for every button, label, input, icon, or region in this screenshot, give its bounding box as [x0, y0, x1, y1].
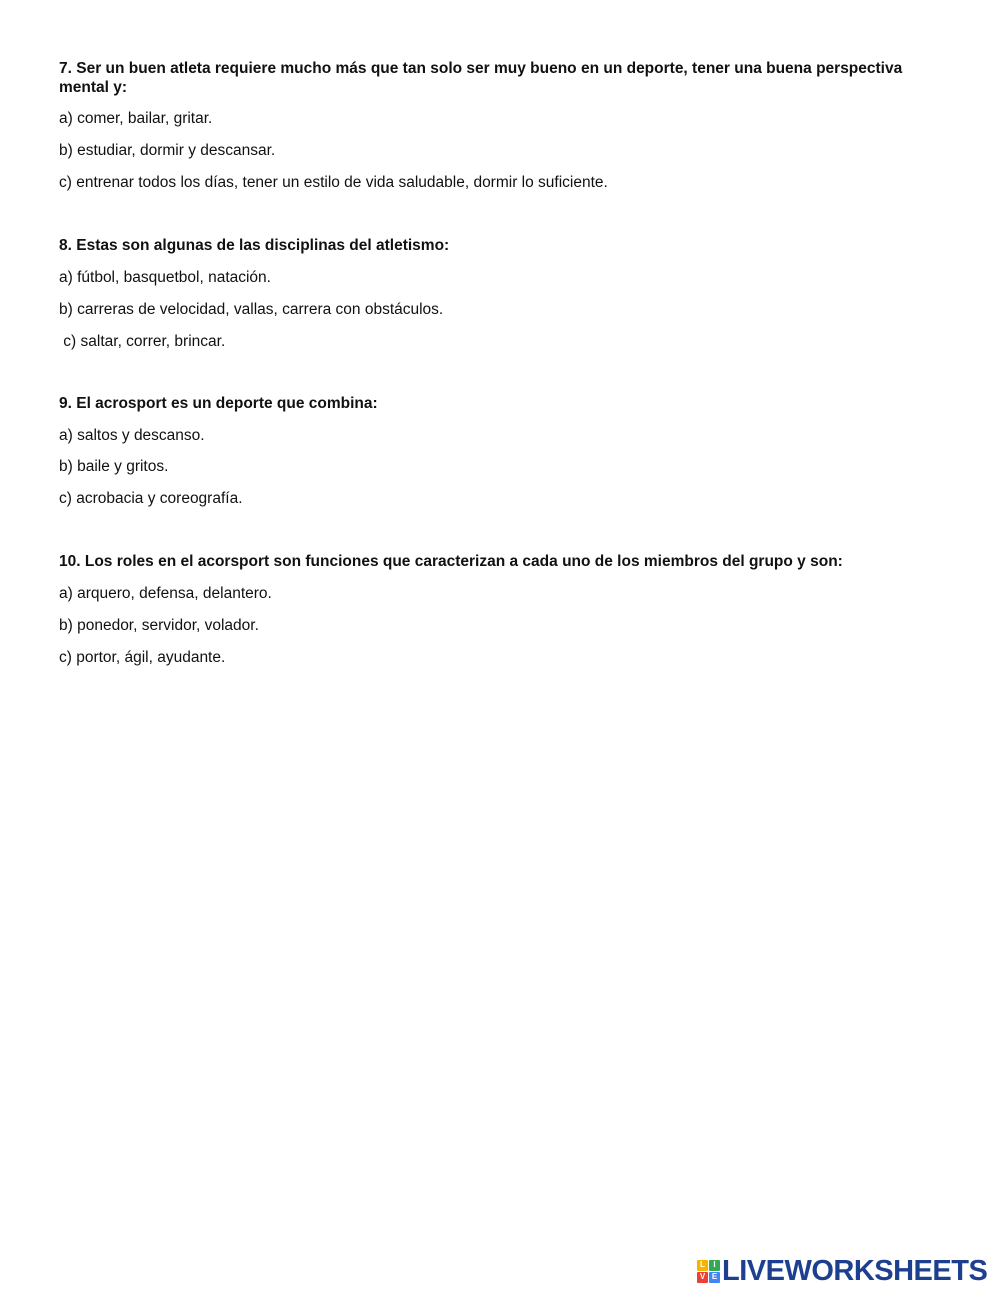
option-b[interactable]: b) baile y gritos.	[59, 458, 169, 475]
question-text: 7. Ser un buen atleta requiere mucho más que tan solo ser muy bueno en un deporte, tener una buena perspectiva mental y:	[59, 60, 903, 96]
option-c[interactable]: c) portor, ágil, ayudante.	[59, 649, 226, 666]
question-10	[59, 552, 939, 571]
liveworksheets-logo	[697, 1255, 987, 1287]
logo-letter-e: E	[709, 1272, 720, 1283]
question-text: 8. Estas son algunas de las disciplinas del atletismo:	[59, 237, 450, 254]
option-c[interactable]: c) entrenar todos los días, tener un estilo de vida saludable, dormir lo suficiente.	[59, 174, 608, 191]
option-b[interactable]: b) carreras de velocidad, vallas, carrera con obstáculos.	[59, 301, 444, 318]
question-8	[59, 236, 939, 255]
question-text: 10. Los roles en el acorsport son funciones que caracterizan a cada uno de los miembros del grupo y son:	[59, 553, 843, 570]
logo-mark-icon	[697, 1260, 720, 1283]
option-a[interactable]: a) saltos y descanso.	[59, 427, 205, 444]
option-a[interactable]: a) comer, bailar, gritar.	[59, 110, 213, 127]
logo-wordmark: LIVEWORKSHEETS	[722, 1254, 988, 1287]
option-a[interactable]: a) fútbol, basquetbol, natación.	[59, 269, 271, 286]
option-b[interactable]: b) ponedor, servidor, volador.	[59, 617, 259, 634]
question-9	[59, 394, 939, 413]
question-text: 9. El acrosport es un deporte que combina:	[59, 395, 378, 412]
logo-letter-l: L	[697, 1260, 708, 1271]
option-c[interactable]: c) saltar, correr, brincar.	[59, 333, 226, 350]
question-7	[59, 59, 939, 97]
logo-letter-v: V	[697, 1272, 708, 1283]
option-a[interactable]: a) arquero, defensa, delantero.	[59, 585, 272, 602]
logo-letter-i: I	[709, 1260, 720, 1271]
option-b[interactable]: b) estudiar, dormir y descansar.	[59, 142, 276, 159]
option-c[interactable]: c) acrobacia y coreografía.	[59, 490, 243, 507]
